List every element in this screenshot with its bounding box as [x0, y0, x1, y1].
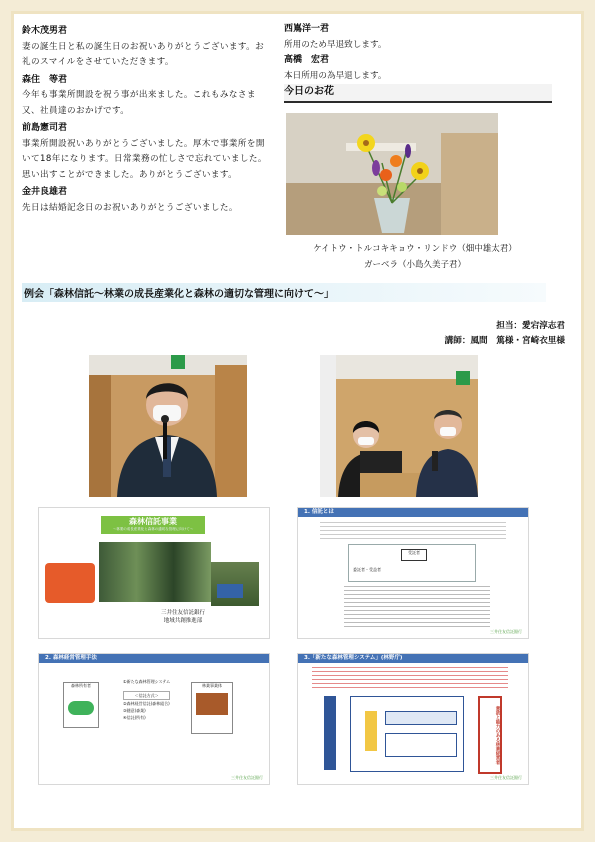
slide-3	[38, 653, 270, 785]
slide-4-box-a	[385, 711, 457, 725]
slide-4	[297, 653, 529, 785]
slide-1	[38, 507, 270, 639]
slide-4-city	[365, 711, 377, 751]
greetings-column	[22, 22, 272, 216]
slide-1-org-line2: 地域共創推進部	[163, 618, 203, 624]
flower-caption-2: ガーベラ（小島久美子君）	[363, 260, 466, 270]
slide-3-method-2: ②森林経営信託(森林組合)	[123, 701, 170, 706]
slide-3-logo: 三井住友信託銀行	[231, 775, 263, 780]
slide-2-title: 1. 信託とは	[298, 508, 528, 517]
speaker-photo-2	[320, 355, 478, 497]
slide-4-flow	[350, 696, 464, 772]
greeting-item	[22, 121, 272, 183]
absence-name: 高橋 宏君	[284, 55, 330, 65]
slide-3-operator-box	[191, 682, 233, 734]
slide-3-trust: ＜信託方式＞	[123, 691, 170, 700]
slide-2	[297, 507, 529, 639]
flower-heading: 今日のお花	[284, 84, 552, 103]
slide-4-operator: 意欲と能力のある林業経営者	[478, 696, 502, 774]
drone-image	[45, 563, 95, 603]
slide-3-title: 2. 森林経営管理手法	[39, 654, 269, 663]
forest-image	[99, 542, 211, 602]
greeting-message: 妻の誕生日と私の誕生日のお祝いありがとうございます。お礼のスマイルをさせていただきます。	[22, 41, 265, 67]
slide-2-text	[320, 522, 506, 540]
speakers-image	[320, 355, 478, 497]
slide-2-logo: 三井住友信託銀行	[490, 629, 522, 634]
absence-message: 本日所用の為早退します。	[284, 70, 387, 81]
greeting-name: 鈴木茂男君	[22, 26, 68, 36]
operator-image	[196, 693, 228, 715]
slide-4-owner-bar	[324, 696, 336, 770]
machine-image	[211, 562, 259, 606]
slide-3-methods	[123, 678, 170, 721]
greeting-message: 先日は結婚記念日のお祝いありがとうございました。	[22, 202, 238, 213]
slide-1-banner	[101, 516, 205, 534]
greeting-name: 前島憲司君	[22, 123, 68, 133]
greeting-name: 金井良雄君	[22, 187, 68, 197]
slide-3-owner: 森林所有者	[71, 683, 91, 688]
meeting-lecturer: 講師：風間 篤様・宮崎衣里様	[444, 336, 565, 346]
absence-message: 所用のため早退致します。	[284, 39, 387, 50]
slide-1-title: 森林信託事業	[129, 517, 177, 526]
slide-4-box-b	[385, 733, 457, 757]
slide-2-diagram	[348, 544, 476, 582]
slide-3-method-1: ①新たな森林管理システム	[123, 679, 171, 684]
absences-column	[284, 22, 546, 103]
greeting-item	[22, 73, 272, 120]
slide-2-notes	[344, 586, 490, 628]
slide-3-method-4: ④信託(所有)	[123, 715, 146, 720]
slide-1-subtitle: ～林業の成長産業化と森林の適切な管理に向けて～	[112, 527, 194, 531]
slide-3-owner-box	[63, 682, 99, 728]
slide-4-logo: 三井住友信託銀行	[490, 775, 522, 780]
absence-name: 西嶌洋一君	[284, 24, 330, 34]
flower-caption-1: ケイトウ・トルコキキョウ・リンドウ（畑中雄太君）	[313, 244, 517, 254]
slide-2-settlor: 委託者・受益者	[353, 567, 381, 572]
flower-photo	[286, 113, 498, 235]
greeting-message: 事業所開設祝いありがとうございました。厚木で事業所を開いて18年になります。日常業務の忙しさで忘れていました。思い出すことができました。ありがとうございます。	[22, 138, 267, 180]
speaker-image	[89, 355, 247, 497]
slide-3-operator: 林業事業体	[202, 683, 222, 688]
slide-3-method-3: ③随意(森業)	[123, 708, 146, 713]
slide-4-title: 3.「新たな森林管理システム」(林野庁)	[298, 654, 528, 663]
speaker-photo-1	[89, 355, 247, 497]
slide-4-text	[312, 667, 508, 689]
slide-2-trustee: 受託者	[401, 549, 427, 561]
forest-icon	[68, 701, 94, 715]
meeting-charge: 担当：愛宕淳志君	[496, 321, 565, 331]
greeting-item	[22, 185, 272, 216]
meeting-title: 例会「森林信託～林業の成長産業化と森林の適切な管理に向けて～」	[22, 283, 546, 302]
greeting-name: 森住 等君	[22, 74, 68, 85]
greeting-message: 今年も事業所開設を祝う事が出来ました。これもみなさま又、社員達のおかげです。	[22, 90, 256, 116]
flower-arrangement-image	[286, 113, 498, 235]
slide-1-org-line1: 三井住友信託銀行	[160, 610, 205, 616]
slide-1-org	[153, 608, 213, 624]
greeting-item	[22, 24, 272, 71]
